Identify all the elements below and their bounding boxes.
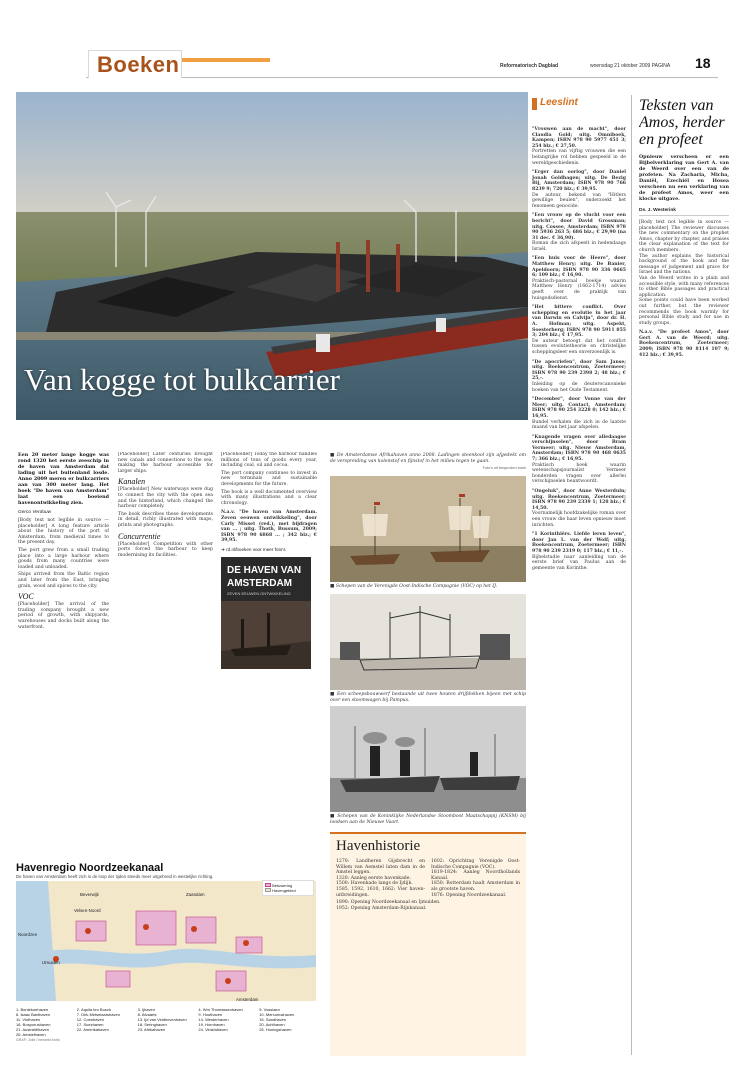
caption-bullet: ■ [330, 584, 336, 589]
article-paragraph: [Placeholder] Later centuries brought new canals and connections to the sea, making the harbour accessible for larger ships. [118, 452, 213, 474]
map-item: 1. Bontekoehaven [16, 1007, 49, 1012]
map-item: 14. Westerhaven [198, 1017, 229, 1022]
map-item: 8. Afvaarts [137, 1012, 157, 1017]
map-item: 15. Sandhaven [259, 1017, 287, 1022]
leeslint-entry [532, 532, 626, 571]
map-label-beverwijk: Beverwijk [80, 892, 99, 897]
review-book-info: N.a.v. "De profeet Amos", door Gert A. van de Weerd; uitg. Boekencentrum, Zoetermeer; 2009; ISBN 978 90 8114 107 9; 412 blz.; € 39,95. [639, 330, 729, 358]
article-column-3 [221, 452, 317, 860]
leeslint-entry-title: "De apocriefen", door Sam Janse; uitg. Boekencentrum, Zoetermeer; ISBN 978 90 239 2398 2; 48 blz.; € 25,-. [532, 359, 626, 382]
timeline-col-2 [431, 859, 520, 898]
article-col1-text [18, 518, 109, 589]
leeslint-accent [532, 98, 537, 110]
legend-item-havengebied: Havengebied [265, 888, 311, 893]
harbour-map [16, 881, 316, 1001]
map-item: 10. Mercuriushaven [259, 1012, 295, 1017]
map-item: 16. Bosporushaven [16, 1022, 51, 1027]
map-item: 9. Houthaven [198, 1012, 223, 1017]
map-item: 24. Vinishdiaven [198, 1027, 228, 1032]
leeslint-entry [532, 435, 626, 485]
caption-bullet: ■ [330, 814, 338, 819]
photo-shipyard [330, 594, 526, 690]
map-label-velsen: Velsen-Noord [74, 908, 101, 913]
article-paragraph: The book describes these developments in detail, richly illustrated with maps, prints and photographs. [118, 511, 213, 528]
map-credit: GRAF: Jolie / bewerkt boek [16, 1038, 60, 1042]
page-number: 18 [695, 55, 711, 71]
map-item: 20. Achthaven [259, 1022, 285, 1027]
timeline-entry: 1602: Oprichting Verenigde Oost-Indische Compagnie (VOC). [431, 859, 520, 870]
caption-shipyard: ■ Een scheepsbouwwerf bestaande uit twee houten drijfdokken bijeen met schip over een stoomwagen bij Pampus. [330, 692, 526, 703]
map-subtitle: De haven van Amsterdam heeft zich in de loop der tijden steeds meer uitgebreid in westelijke richting. [16, 874, 214, 879]
map-box [16, 862, 316, 1056]
timeline-col-1 [336, 859, 425, 898]
map-label-amsterdam: Amsterdam [236, 997, 259, 1002]
shipyard-drawing [330, 594, 526, 690]
article-paragraph: [Placeholder] The arrival of the trading company brought a new period of growth, with shipyards, warehouses and docks built along the waterfront. [18, 602, 109, 630]
article-paragraph: The book is a well documented overview with many illustrations and a clear chronology. [221, 489, 317, 506]
review-column [639, 97, 729, 1057]
article-intro: Een 20 meter lange kogge was rond 1320 het eerste zeeschip in de haven van Amsterdam dat lading uit het buitenland losde. Anno 2009 meren er bulkcarriers aan van 300 meter lang. Het boek "De haven van Amsterdam" laat een boeiend havenontwikkeling zien. [18, 452, 109, 506]
map-item: 4. Wm Thomassenhaven [198, 1007, 243, 1012]
timeline-title: Havenhistorie [336, 838, 421, 854]
article-col2b-text [118, 487, 213, 528]
timeline-box [330, 832, 526, 1056]
leeslint-label: Leeslint [540, 97, 578, 108]
map-item: 3. Ijhaven [137, 1007, 155, 1012]
leeslint-entry-title: "Ongeluk", door Anne Westerduin; uitg. Boekencentrum, Zoetermeer; ISBN 978 90 239 2339 1; 128 blz.; € 14,50. [532, 489, 626, 511]
map-item: 12. Coenhaven [76, 1017, 104, 1022]
map-item: 6. Isaac Baxthaven [16, 1012, 51, 1017]
article-column-2 [118, 452, 213, 860]
leeslint-header [532, 97, 626, 111]
article-paragraph: [Placeholder] Today the harbour handles millions of tons of goods every year, including coal, oil and cocoa. [221, 452, 317, 469]
book-info: N.a.v. "De haven van Amsterdam. Zeven eeuwen ontwikkeling", door Carly Misset (red.), met bijdragen van ... ; uitg. Thoth, Bussum, 2009; ISBN 978 90 6868 ... ; 342 blz.; € 39,95. [221, 510, 317, 544]
leeslint-entry-title: "Knagende vragen over alledaagse verschijnselen", door Bram Vermeer; uitg. Nieuw Amsterdam, Amsterdam; ISBN 978 90 468 0635 7; 366 blz.; € 16,95. [532, 434, 626, 463]
timeline-entry: 1890: Opening Noordzeekanaal en Ijmuiden. [336, 900, 441, 906]
map-item: 25. Huningshaven [259, 1027, 292, 1032]
leeslint-entry-body: Praktisch boek waarin wetenschapsjournalist Vermeer honderden vragen over allerlei verschijnselen beantwoordt. [532, 462, 626, 485]
review-lead: Opnieuw verscheen er een Bijbelverklaring van Gert A. van de Weerd over een van de profeten. Na Zacharia, Micha, Daniël, Ezechiël en Hosea verscheen nu een verklaring van de profeet Amos, weer een klocke uitgave. [639, 154, 729, 202]
subhead-concurrentie: Concurrentie [118, 531, 161, 541]
leeslint-sidebar [532, 97, 626, 637]
photo-steamships [330, 706, 526, 812]
leeslint-entry [532, 213, 626, 252]
section-accent-bar [182, 58, 270, 62]
subhead-kanalen: Kanalen [118, 477, 146, 487]
leeslint-entry-body: Roman die zich afspeelt in hedendaags Israël. [532, 241, 626, 252]
leeslint-entry-body: De auteur betoogt dat het conflict tussen evolutietheorie en christelijke scheppingsleer een onverzoenlijk is. [532, 338, 626, 355]
map-label-zaandam: Zaandam [186, 892, 205, 897]
article-col1b-text [18, 602, 109, 630]
timeline-entry: 1320: Aanleg eerste havenkade. [336, 875, 411, 881]
review-paragraph: Some points could have been worked out further, but the reviewer recommends the book warmly for personal Bible study and for use in study groups. [639, 298, 729, 326]
section-title: Boeken [97, 52, 180, 77]
leeslint-entry [532, 170, 626, 209]
page-header [0, 0, 738, 86]
article-col3-text [221, 452, 317, 506]
header-date: woensdag 21 oktober 2009 PAGINA [590, 63, 671, 69]
photo-credit: Foto's uit besproken boek [482, 466, 526, 471]
leeslint-entry-title: "1 Korinthiërs. Liefde leren leven", door Jan L. van der Wolf; uitg. Boekencentrum, Zoetermeer; ISBN 978 90 239 2319 0; 117 blz.; € 11,-. [532, 532, 626, 554]
map-item: 18. Seringhaven [137, 1022, 167, 1027]
article-column-1 [18, 452, 109, 860]
hero-caption [330, 453, 526, 470]
steamships-photo [330, 706, 526, 812]
leeslint-divider [631, 95, 632, 1055]
review-byline: Ds. J. Westerink [639, 208, 729, 216]
caption-voc: ■ Schepen van de Verenigde Oost-Indische Compagnie (VOC) op het IJ. [330, 584, 498, 589]
leeslint-entry-body: Bundel verhalen die zich in de laatste maand van het jaar afspelen. [532, 419, 626, 431]
leeslint-entry-body: Inleiding op de deuterocanonieke boeken van het Oude Testament. [532, 381, 626, 393]
leeslint-entry-body: Bijbelstudie naar aanleiding van de eerste brief van Paulus aan de gemeente van Korinthe. [532, 554, 626, 571]
hero-photo [16, 92, 528, 420]
cover-title: DE HAVEN VAN [227, 564, 302, 576]
map-item: 26. Amstelhaven [16, 1032, 46, 1037]
article-paragraph: Ships arrived from the Baltic region and later from the East, bringing grain, wood and spices to the city. [18, 572, 109, 589]
leeslint-entry-title: "Een huis voor de Heere", door Matthew Henry; uitg. De Banier, Apeldoorn; ISBN 978 90 336 0665 6; 109 blz.; € 16,90. [532, 256, 626, 279]
arrow-icon: ➔ [221, 546, 225, 552]
leeslint-entry-body: Voornamelijk hoofdzakelijke roman over een vrouw die haar leven opnieuw moet inrichten. [532, 511, 626, 528]
leeslint-entry [532, 256, 626, 301]
leeslint-entry [532, 489, 626, 528]
map-item: 5. Vossiaen [259, 1007, 280, 1012]
book-cover [221, 557, 311, 669]
leeslint-entry-body: De auteur, bekend van "Hitlers gewillige beulen", onderzoekt het fenomeen genocide. [532, 192, 626, 209]
caption-steamships: ■ Schepen van de Koninklijke Nederlandse Stoomboot Maatschappij (KNSM) bij loodsen aan de Nieuwe Vaart. [330, 814, 526, 825]
timeline-entry: 1819-1824: Aanleg Noordhollands Kanaal. [431, 870, 520, 881]
caption-bullet: ■ [330, 692, 337, 697]
cover-subtitle: AMSTERDAM [227, 577, 292, 589]
leeslint-entry [532, 397, 626, 431]
voc-ships-painting [330, 476, 526, 582]
review-title: Teksten van Amos, herder en profeet [639, 97, 725, 148]
map-label-ijmuiden: IJmuiden [42, 960, 60, 965]
timeline-entry: 1500: Havenkade langs de Ijdijk. [336, 881, 413, 887]
map-item: 22. Amerikahaven [76, 1027, 109, 1032]
review-paragraph: [Body text not legible in source — placeholder] The reviewer discusses the new commentary on the prophet Amos, chapter by chapter, and praises the clear explanation of the text for church members. [639, 220, 729, 253]
leeslint-entry-title: "Een vrouw op de vlucht voor een bericht", door David Grossman; uitg. Cossee, Amsterdam; ISBN 978 90 5936 263 5; 686 blz.; € 29,90 (na 31 dec. € 36,90). [532, 213, 626, 241]
leeslint-entry-title: "Vrouwen aan de macht", door Claudia Gold; uitg. Omniboek, Kampen; ISBN 978 90 5977 451 3; 254 blz.; € 27,50. [532, 127, 626, 149]
timeline-entry: 1876: Opening Noordzeekanaal. [431, 892, 507, 898]
article-col2-text [118, 452, 213, 474]
caption-bullet: ■ [330, 453, 337, 458]
review-body [639, 220, 729, 326]
timeline-entry: 1952: Opening Amsterdam-Rijnkanaal. [336, 905, 427, 911]
map-item: 17. Suezhaven [76, 1022, 104, 1027]
review-paragraph: Van de Weerd writes in a plain and accessible style, with many references to other Bible passages and practical application. [639, 275, 729, 298]
leeslint-entry [532, 360, 626, 394]
map-title: Havenregio Noordzeekanaal [16, 862, 164, 874]
review-paragraph: The author explains the historical background of the book and the message of judgement and grace for Israel and the nations. [639, 253, 729, 276]
timeline-entry: 1270: Landheren Gijsbrecht en Willem van Aemstel laten dam in de Amstel leggen. [336, 859, 425, 876]
timeline-col-3 [336, 900, 520, 911]
leeslint-entry [532, 305, 626, 355]
hero-title: Van kogge tot bulkcarrier [24, 362, 340, 397]
hero-caption-text: ■ De Amsterdamse Afrikahaven anno 2008. Ladingen steenkool zijn afgedekt om de verspreiding van kolenstof en fijnstof in het milieu tegen te gaan. [330, 453, 526, 464]
cover-ship-illustration [221, 601, 311, 669]
map-item: 21. Australiëhaven [16, 1027, 49, 1032]
article-byline: Gerco Verdouw [18, 510, 52, 515]
newspaper-name: Reformatorisch Dagblad [500, 63, 559, 69]
legend-item-betuwering: Betuwering [265, 883, 311, 888]
map-item: 13. Ijd van Veldhovenhaven [137, 1017, 187, 1022]
map-item: 19. Hornhaven [198, 1022, 225, 1027]
leeslint-entry-body: Praktisch-pastoraal boekje waarin Matthew Henry (1662-1714) advies geeft over de praktijk van huisgodsdienst. [532, 278, 626, 301]
map-legend [262, 880, 314, 896]
photo-voc-ships [330, 476, 526, 582]
leeslint-list [532, 127, 626, 575]
leeslint-entry-title: "December", door Vonne van der Meer; uitg. Contact, Amsterdam; ISBN 978 90 254 3228 0; 142 blz.; € 16,95. [532, 397, 626, 419]
article-paragraph: [Body text not legible in source — placeholder] A long feature article about the history of the port of Amsterdam, from medieval times to the present day. [18, 518, 109, 546]
leeslint-entry-body: Portretten van vijftig vrouwen die een belangrijke rol hebben gespeeld in de wereldgeschiedenis. [532, 149, 626, 166]
article-paragraph: [Placeholder] Competition with other ports forced the harbour to keep modernising its facilities. [118, 541, 213, 558]
leeslint-entry [532, 127, 626, 166]
map-item: 7. Dirk Metselaarshaven [76, 1012, 120, 1017]
timeline-columns [336, 859, 520, 898]
web-link[interactable]: ➔ rd.nl/boeken voor meer foto's [221, 546, 286, 552]
map-item: 11. Vlothaven [16, 1017, 41, 1022]
leeslint-entry-title: "Erger dan oorlog", door Daniel Jonah Goldhagen; uitg. De Bezig Bij, Amsterdam; ISBN 978 90 766 8239 9; 720 blz.; € 39,95. [532, 170, 626, 192]
map-item-list [16, 1007, 316, 1037]
map-item: 2. Aquila ten Bosch [76, 1007, 112, 1012]
article-col2c-text [118, 542, 213, 559]
article-paragraph: [Placeholder] New waterways were dug to connect the city with the open sea and the hinterland, which changed the harbour completely. [118, 487, 213, 510]
article-paragraph: The port grew from a small trading place into a large harbour where goods from many countries were loaded and unloaded. [18, 547, 109, 570]
map-item: 23. Afrikahaven [137, 1027, 166, 1032]
timeline-entry: 1850: Rotterdam haalt Amsterdam in als grootste haven. [431, 881, 520, 892]
timeline-entry: 1585, 1592, 1610, 1662: Vier haven-uitbreidingen. [336, 886, 425, 898]
cover-tag: ZEVEN EEUWEN ONTWIKKELING [227, 590, 291, 596]
article-paragraph: The port company continues to invest in new terminals and sustainable developments for the future. [221, 470, 317, 487]
map-label-noordzee: Noordzee [18, 932, 38, 937]
leeslint-entry-title: "Het bittere conflict. Over schepping en evolutie in het jaar van Darwin en Calvijn", door dr. H. A. Hofman; uitg. Aspekt, Soesterberg; ISBN 978 90 5911 855 3; 204 blz.; € 17,95. [532, 305, 626, 339]
subhead-voc: VOC [18, 592, 34, 602]
